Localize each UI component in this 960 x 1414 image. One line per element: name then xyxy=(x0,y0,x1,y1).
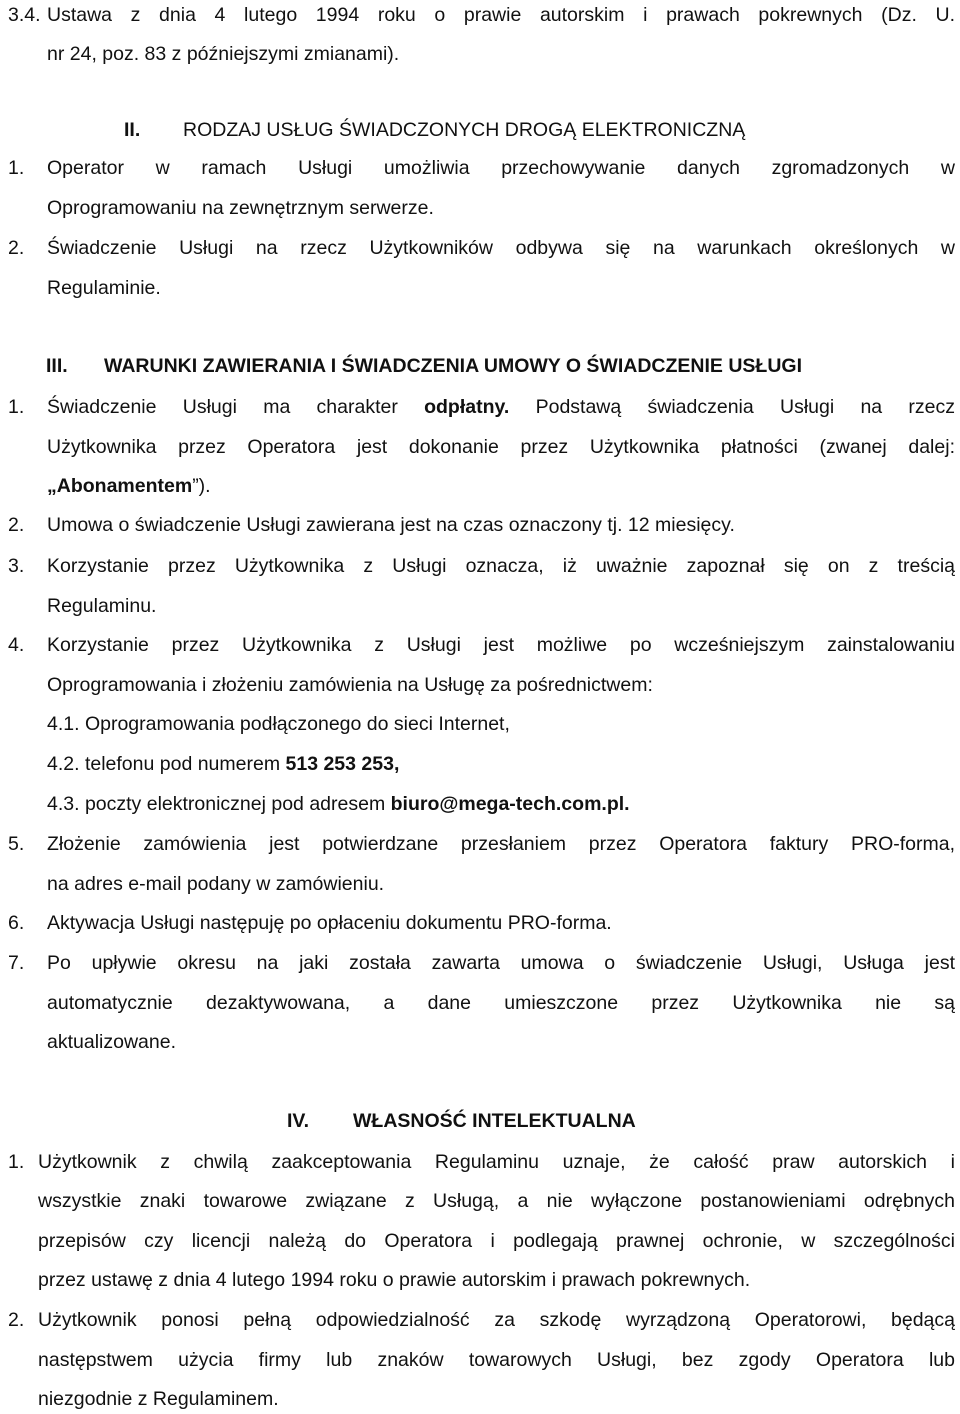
item-number: 6. xyxy=(8,912,25,934)
item-number: 1. xyxy=(8,1151,25,1173)
paragraph-line: Oprogramowania i złożeniu zamówienia na Usługę za pośrednictwem: xyxy=(47,674,653,696)
paragraph-line: Operator w ramach Usługi umożliwia przechowywanie danych zgromadzonych w xyxy=(47,157,955,179)
text-run: 4.2. telefonu pod numerem xyxy=(47,753,286,775)
section-title: RODZAJ USŁUG ŚWIADCZONYCH DROGĄ ELEKTRONICZNĄ xyxy=(183,119,746,141)
paragraph-line: automatycznie dezaktywowana, a dane umieszczone przez Użytkownika nie są xyxy=(47,992,955,1014)
sub-item: 4.1. Oprogramowania podłączonego do sieci Internet, xyxy=(47,713,510,735)
item-number: 2. xyxy=(8,1309,25,1331)
section-title: WARUNKI ZAWIERANIA I ŚWIADCZENIA UMOWY O ŚWIADCZENIE USŁUGI xyxy=(104,355,803,377)
paragraph-line: niezgodnie z Regulaminem. xyxy=(38,1388,279,1410)
paragraph-line: przez ustawę z dnia 4 lutego 1994 roku o prawie autorskim i prawach pokrewnych. xyxy=(38,1269,751,1291)
sub-item xyxy=(47,792,630,816)
paragraph-line: aktualizowane. xyxy=(47,1031,176,1053)
item-number: 3.4. xyxy=(8,4,41,26)
item-number: 5. xyxy=(8,833,25,855)
item-number: 1. xyxy=(8,157,25,179)
item-number: 2. xyxy=(8,237,25,259)
paragraph-line: Korzystanie przez Użytkownika z Usługi jest możliwe po wcześniejszym zainstalowaniu xyxy=(47,634,955,656)
item-number: 3. xyxy=(8,555,25,577)
paragraph-line: Aktywacja Usługi następuję po opłaceniu dokumentu PRO-forma. xyxy=(47,912,612,934)
paragraph-line: Oprogramowaniu na zewnętrznym serwerze. xyxy=(47,197,434,219)
paragraph-line: przepisów czy licencji należą do Operatora i podlegają prawnej ochronie, w szczególności xyxy=(38,1230,955,1252)
phone-number: 513 253 253, xyxy=(285,753,400,775)
paragraph-line: Użytkownika przez Operatora jest dokonanie przez Użytkownika płatności (zwanej dalej: xyxy=(47,436,955,458)
section-numeral: III. xyxy=(46,355,68,377)
item-number: 7. xyxy=(8,952,25,974)
section-title: WŁASNOŚĆ INTELEKTUALNA xyxy=(353,1110,636,1132)
emphasis-text: „Abonamentem xyxy=(47,475,193,497)
paragraph-line: Umowa o świadczenie Usługi zawierana jest na czas oznaczony tj. 12 miesięcy. xyxy=(47,514,735,536)
email-address: biuro@mega-tech.com.pl. xyxy=(390,793,630,815)
emphasis-text: odpłatny. xyxy=(424,396,510,418)
paragraph-line xyxy=(47,395,955,419)
paragraph-line: na adres e-mail podany w zamówieniu. xyxy=(47,873,385,895)
paragraph-line: Po upływie okresu na jaki została zawarta umowa o świadczenie Usługi, Usługa jest xyxy=(47,952,955,974)
paragraph-line: Korzystanie przez Użytkownika z Usługi oznacza, iż uważnie zapoznał się on z treścią xyxy=(47,555,955,577)
item-number: 1. xyxy=(8,396,25,418)
text-run: ”). xyxy=(192,475,211,497)
paragraph-line: Regulaminie. xyxy=(47,277,161,299)
paragraph-line: Ustawa z dnia 4 lutego 1994 roku o prawie autorskim i prawach pokrewnych (Dz. U. xyxy=(47,4,955,26)
paragraph-line: Złożenie zamówienia jest potwierdzane przesłaniem przez Operatora faktury PRO-forma, xyxy=(47,833,955,855)
text-run: Świadczenie Usługi ma charakter xyxy=(47,396,425,418)
section-numeral: II. xyxy=(124,119,141,141)
item-number: 4. xyxy=(8,634,25,656)
paragraph-line: Świadczenie Usługi na rzecz Użytkowników odbywa się na warunkach określonych w xyxy=(47,237,955,259)
paragraph-line: następstwem użycia firmy lub znaków towarowych Usługi, bez zgody Operatora lub xyxy=(38,1349,955,1371)
sub-item xyxy=(47,752,399,776)
text-run: 4.3. poczty elektronicznej pod adresem xyxy=(47,793,391,815)
text-run: Podstawą świadczenia Usługi na rzecz xyxy=(509,396,955,418)
item-number: 2. xyxy=(8,514,25,536)
paragraph-line: Użytkownik z chwilą zaakceptowania Regulaminu uznaje, że całość praw autorskich i xyxy=(38,1151,955,1173)
paragraph-line: Regulaminu. xyxy=(47,595,157,617)
paragraph-line: wszystkie znaki towarowe związane z Usługą, a nie wyłączone postanowieniami odrębnych xyxy=(38,1190,955,1212)
paragraph-line: Użytkownik ponosi pełną odpowiedzialność za szkodę wyrządzoną Operatorowi, będącą xyxy=(38,1309,955,1331)
paragraph-line: nr 24, poz. 83 z późniejszymi zmianami). xyxy=(47,43,400,65)
section-numeral: IV. xyxy=(287,1110,310,1132)
paragraph-line xyxy=(47,474,211,498)
